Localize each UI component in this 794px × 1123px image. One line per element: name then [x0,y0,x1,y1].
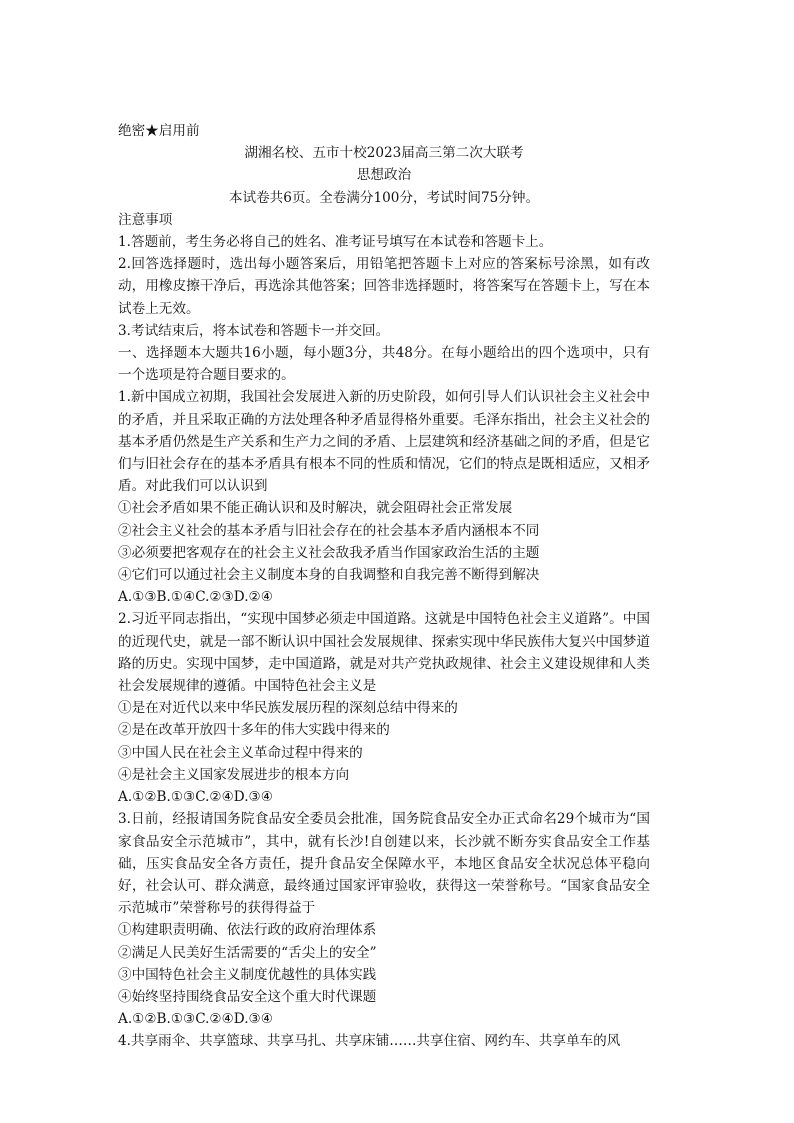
subject-title: 思想政治 [356,167,412,184]
question-2-option-2: ②是在改革开放四十多年的伟大实践中得来的 [118,722,390,739]
question-2-answers: A.①②B.①③C.②④D.③④ [118,789,273,806]
question-3-option-1: ①构建职责明确、依法行政的政府治理体系 [118,922,377,939]
question-3-stem: 3.日前，经报请国务院食品安全委员会批准，国务院食品安全办正式命名29个城市为“国家食品安全示范城市”，其中，就有长沙!自创建以来，长沙就不断夯实食品安全工作基础，压实食品安全各方责任，提升食品安全保障水平，本地区食品安全状况总体平稳向好，社会认可、群众满意，最终通过国家评审验收，获得这一荣誉称号。“国家食品安全示范城市”荣誉称号的获得得益于 [118,811,650,917]
question-2-option-1: ①是在对近代以来中华民族发展历程的深刻总结中得来的 [118,700,458,717]
exam-info: 本试卷共6页。全卷满分100分，考试时间75分钟。 [228,189,540,206]
question-1-option-2: ②社会主义社会的基本矛盾与旧社会存在的社会基本矛盾内涵根本不同 [118,522,540,539]
question-3-option-2: ②满足人民美好生活需要的“舌尖上的安全” [118,944,377,961]
question-3-answers: A.①②B.①③C.②④D.③④ [118,1011,273,1028]
question-1-answers: A.①③B.①④C.②③D.②④ [118,589,273,606]
exam-title: 湖湘名校、五市十校2023届高三第二次大联考 [244,145,524,162]
notes-title: 注意事项 [118,211,173,228]
question-2-option-4: ④是社会主义国家发展进步的根本方向 [118,766,350,783]
question-2-stem: 2.习近平同志指出，“实现中国梦必须走中国道路。这就是中国特色社会主义道路”。中国的近现代史，就是一部不断认识中国社会发展规律、探索实现中华民族伟大复兴中国梦道路的历史。实现中国梦，走中国道路，就是对共产党执政规律、社会主义建设规律和人类社会发展规律的遵循。中国特色社会主义是 [118,611,650,695]
question-2-option-3: ③中国人民在社会主义革命过程中得来的 [118,744,363,761]
section-heading: 一、选择题本大题共16小题，每小题3分，共48分。在每小题给出的四个选项中，只有一个选项是符合题目要求的。 [118,345,650,384]
question-4-stem: 4.共享雨伞、共享篮球、共享马扎、共享床铺……共享住宿、网约车、共享单车的风 [118,1033,621,1050]
confidential-label: 绝密★启用前 [118,123,200,139]
note-item-1: 1.答题前，考生务必将自己的姓名、准考证号填写在本试卷和答题卡上。 [118,234,553,251]
question-3-option-4: ④始终坚持围绕食品安全这个重大时代课题 [118,988,377,1005]
question-1-option-4: ④它们可以通过社会主义制度本身的自我调整和自我完善不断得到解决 [118,567,540,584]
question-3-option-3: ③中国特色社会主义制度优越性的具体实践 [118,966,377,983]
note-item-3: 3.考试结束后，将本试卷和答题卡一并交回。 [118,322,390,339]
note-item-2: 2.回答选择题时，选出每小题答案后，用铅笔把答题卡上对应的答案标号涂黑，如有改动，用橡皮擦干净后，再选涂其他答案；回答非选择题时，将答案写在答题卡上，写在本试卷上无效。 [118,256,650,317]
question-1-stem: 1.新中国成立初期，我国社会发展进入新的历史阶段，如何引导人们认识社会主义社会中的矛盾，并且采取正确的方法处理各种矛盾显得格外重要。毛泽东指出，社会主义社会的基本矛盾仍然是生产关系和生产力之间的矛盾、上层建筑和经济基础之间的矛盾，但是它们与旧社会存在的基本矛盾具有根本不同的性质和情况，它们的特点是既相适应，又相矛盾。对此我们可以认识到 [118,389,650,495]
question-1-option-1: ①社会矛盾如果不能正确认识和及时解决，就会阻碍社会正常发展 [118,500,513,517]
question-1-option-3: ③必须要把客观存在的社会主义社会敌我矛盾当作国家政治生活的主题 [118,544,540,561]
page-content [118,120,650,1053]
